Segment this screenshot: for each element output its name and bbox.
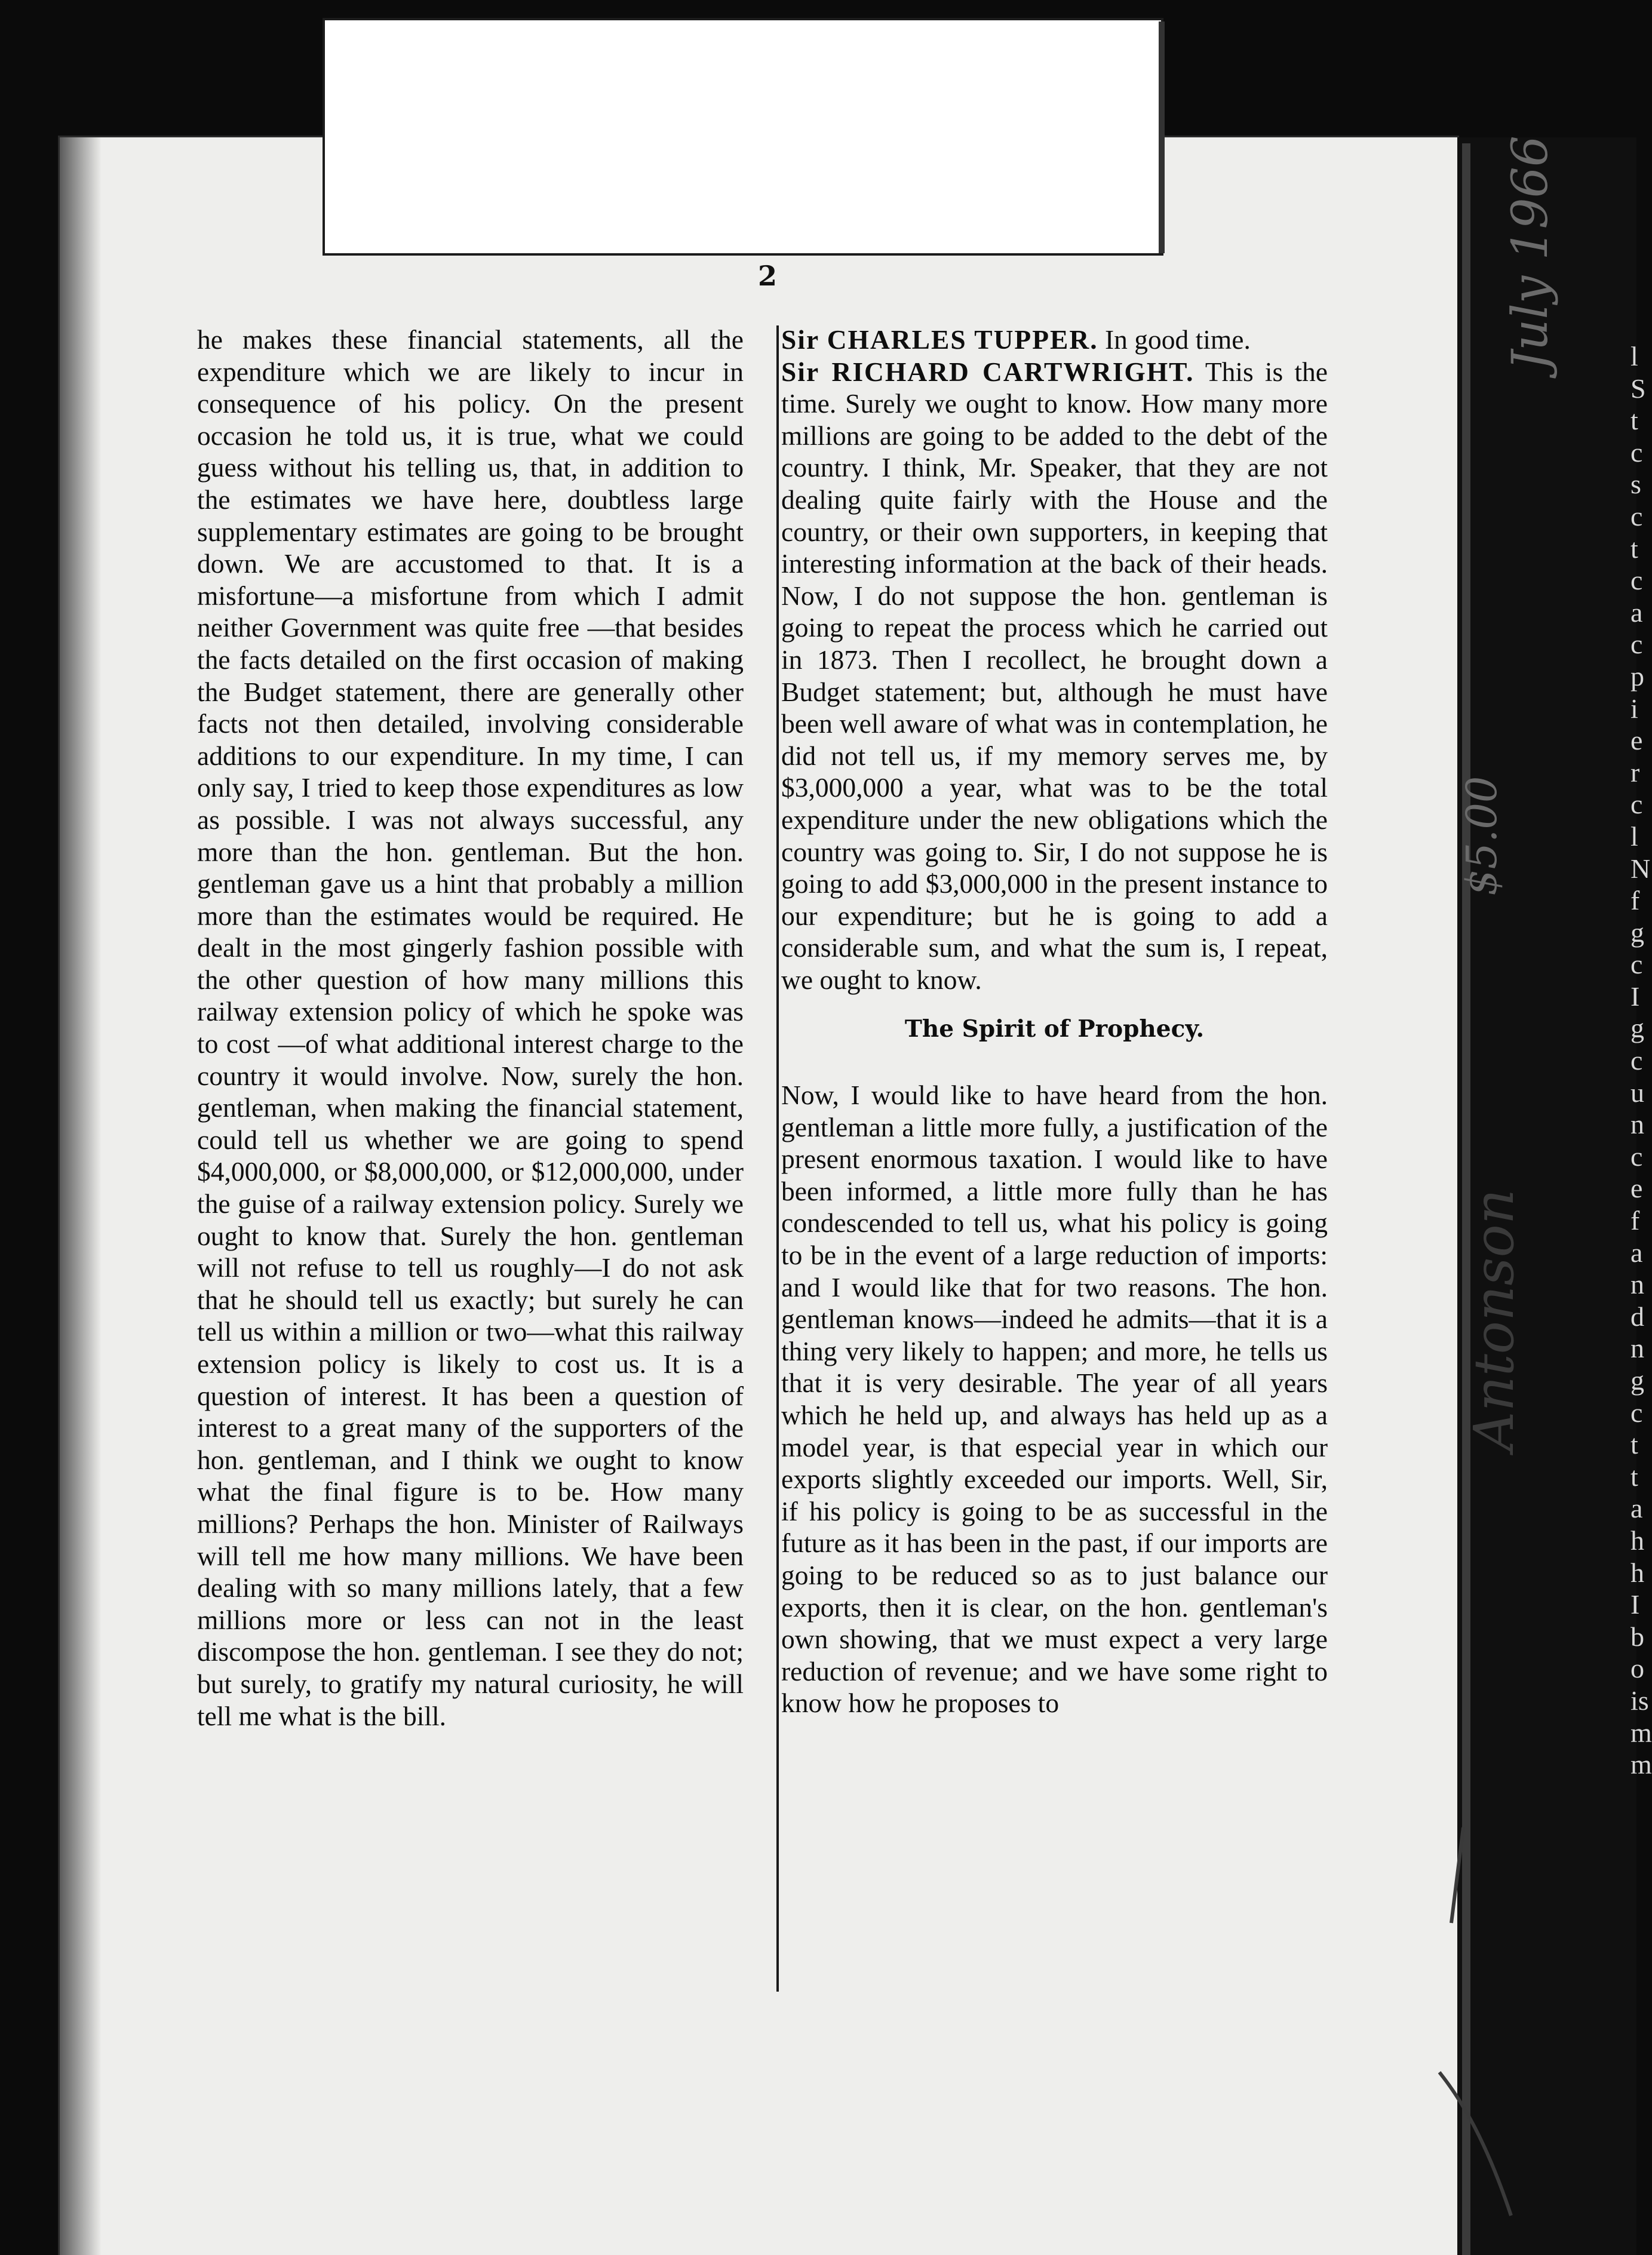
fragment-letter: t	[1630, 533, 1638, 564]
speaker-name-cartwright: Sir RICHARD CARTWRIGHT.	[781, 356, 1195, 387]
fragment-letter: f	[1630, 885, 1640, 916]
fragment-letter: c	[1630, 1045, 1643, 1076]
fragment-letter: is	[1630, 1685, 1649, 1716]
fragment-letter: h	[1630, 1525, 1644, 1556]
handwritten-name: Antonson	[1462, 1188, 1526, 1451]
column-divider	[776, 325, 779, 1992]
fragment-letter: d	[1630, 1301, 1644, 1332]
fragment-letter: r	[1630, 757, 1640, 788]
fragment-letter: c	[1630, 500, 1643, 532]
label-shadow	[1159, 21, 1165, 253]
fragment-letter: c	[1630, 565, 1643, 596]
handwritten-date: July 1966	[1502, 136, 1559, 370]
catalog-label-box	[323, 18, 1163, 256]
speaker-name-tupper: Sir CHARLES TUPPER.	[781, 324, 1098, 355]
fragment-letter: a	[1630, 1237, 1643, 1268]
left-column	[197, 324, 744, 1732]
fragment-letter: m	[1630, 1717, 1652, 1748]
section-heading: The Spirit of Prophecy.	[904, 1015, 1205, 1043]
page-number: 2	[757, 260, 777, 292]
fragment-letter: t	[1630, 1429, 1638, 1460]
fragment-letter: c	[1630, 1397, 1643, 1428]
fragment-letter: a	[1630, 1493, 1643, 1524]
fragment-letter: h	[1630, 1557, 1644, 1588]
reply-paragraph	[781, 356, 1328, 996]
fragment-letter: n	[1630, 1333, 1644, 1364]
fragment-letter: g	[1630, 1013, 1644, 1044]
fragment-letter: l	[1630, 821, 1638, 852]
interjection-paragraph	[781, 324, 1328, 356]
fragment-letter: g	[1630, 1365, 1644, 1396]
fragment-letter: l	[1630, 341, 1638, 371]
fragment-letter: s	[1630, 469, 1641, 500]
fragment-letter: b	[1630, 1621, 1644, 1652]
fragment-letter: S	[1630, 373, 1646, 404]
fragment-letter: c	[1630, 629, 1643, 660]
fragment-letter: p	[1630, 660, 1644, 692]
reply-text: This is the time. Surely we ought to know. How many more millions are going to be added to the debt of the country. I think, Mr. Speaker, that they are not dealing quite fairly with the House and the country, or their own supporters, in keeping that interesting information at the back of their heads. Now, I do not suppose the hon. gentleman is going to repeat the process which he carried out in 1873. Then I recollect, he brought down a Budget statement; but, although he must have been well aware of what was in contemplation, he did not tell us, if my memory serves me, by $3,000,000 a year, what was to be the total expenditure under the new obligations which the country was going to. Sir, I do not suppose he is going to add $3,000,000 in the present instance to our expenditure; but he is going to add a considerable sum, and what the sum is, I repeat, we ought to know.	[781, 356, 1328, 995]
fragment-letter: N	[1630, 853, 1651, 884]
fragment-letter: i	[1630, 693, 1638, 724]
fragment-letter: e	[1630, 725, 1643, 756]
fragment-letter: e	[1630, 1173, 1643, 1204]
fragment-letter: a	[1630, 597, 1643, 628]
fragment-letter: u	[1630, 1077, 1644, 1108]
fragment-letter: t	[1630, 1461, 1638, 1492]
fragment-letter: n	[1630, 1269, 1644, 1300]
interjection-text: In good time.	[1104, 324, 1251, 355]
fragment-letter: t	[1630, 405, 1638, 436]
fragment-letter: g	[1630, 917, 1644, 948]
next-page-fragment	[1630, 340, 1652, 1781]
fragment-letter: f	[1630, 1205, 1640, 1236]
fragment-letter: m	[1630, 1749, 1652, 1780]
right-column	[781, 324, 1328, 1719]
fragment-letter: c	[1630, 437, 1643, 468]
section-paragraph: Now, I would like to have heard from the hon. gentleman a little more fully, a justification of the present enormous taxation. I would like to have been informed, a little more fully than he has condescended to tell us, what his policy is going to be in the event of a large reduction of imports: and I would like that for two reasons. The hon. gentleman knows—indeed he admits—that it is a thing very likely to happen; and more, he tells us that it is very desirable. The year of all years which he held up, and always has held up as a model year, is that especial year in which our exports slightly exceeded our imports. Well, Sir, if his policy is going to be as successful in the future as it has been in the past, if our imports are going to be reduced so as to just balance our exports, then it is clear, on the hon. gentleman's own showing, that we must expect a very large reduction of revenue; and we have some right to know how he proposes to	[781, 1080, 1328, 1719]
fragment-letter: I	[1630, 981, 1640, 1012]
fragment-letter: n	[1630, 1109, 1644, 1140]
fragment-letter: c	[1630, 949, 1643, 980]
handwritten-price: $5.00	[1457, 776, 1506, 896]
fragment-letter: I	[1630, 1589, 1640, 1620]
pen-strokes-icon	[1427, 1821, 1547, 2239]
fragment-letter: o	[1630, 1653, 1644, 1684]
fragment-letter: c	[1630, 789, 1643, 820]
left-column-paragraph: he makes these financial statements, all the expenditure which we are likely to incur in consequence of his policy. On the present occasion he told us, it is true, what we could guess without his telling us, that, in addition to the estimates we have here, doubtless large supplementary estimates are going to be brought down. We are accustomed to that. It is a misfortune—a misfortune from which I admit neither Government was quite free —that besides the facts detailed on the first occasion of making the Budget statement, there are generally other facts not then detailed, involving considerable additions to our expenditure. In my time, I can only say, I tried to keep those expenditures as low as possible. I was not always successful, any more than the hon. gentleman. But the hon. gentleman gave us a hint that probably a million more than the estimates would be required. He dealt in the most gingerly fashion possible with the other question of how many millions this railway extension policy of which he spoke was to cost —of what additional interest charge to the country it would involve. Now, surely the hon. gentleman, when making the financial statement, could tell us whether we are going to spend $4,000,000, or $8,000,000, or $12,000,000, under the guise of a railway extension policy. Surely we ought to know that. Surely the hon. gentleman will not refuse to tell us roughly—I do not ask that he should tell us exactly; but surely he can tell us within a million or two—what this railway extension policy is likely to cost us. It is a question of interest. It has been a question of interest to a great many of the supporters of the hon. gentleman, and I think we ought to know what the final figure is to be. How many millions? Perhaps the hon. Minister of Railways will tell me how many millions. We have been dealing with so many millions lately, that a few millions more or less can not in the least discompose the hon. gentleman. I see they do not; but surely, to gratify my natural curiosity, he will tell me what is the bill.	[197, 324, 744, 1731]
fragment-letter: c	[1630, 1141, 1643, 1172]
